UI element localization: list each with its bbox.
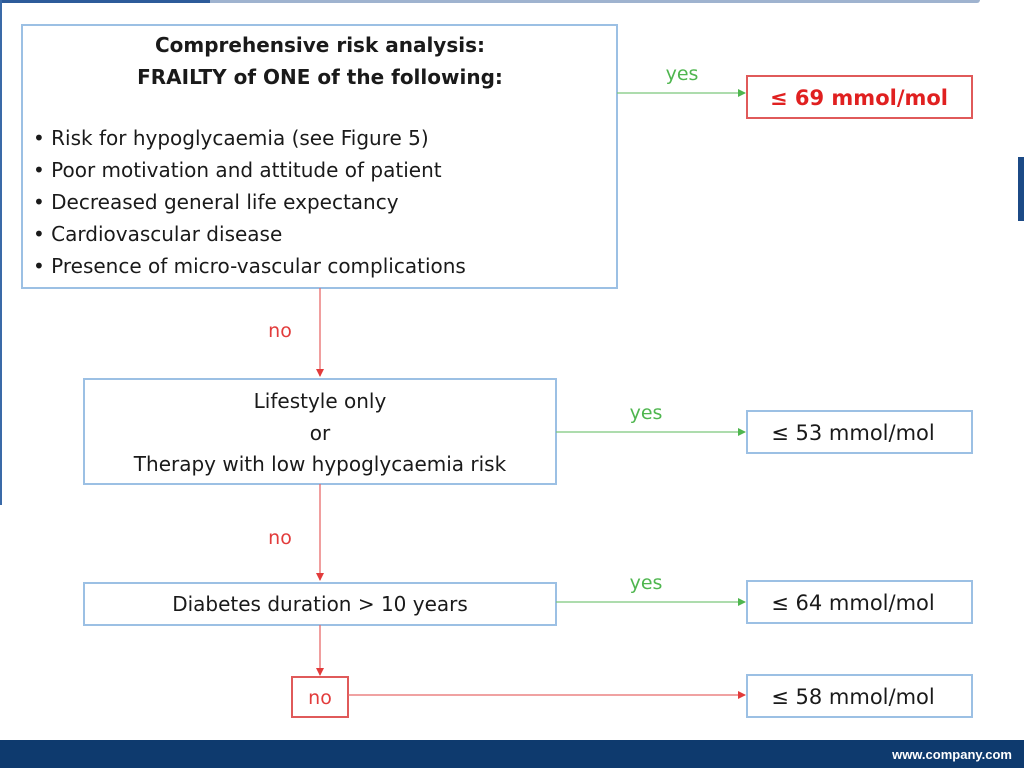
footer-url-link[interactable]: www.company.com xyxy=(892,747,1012,762)
result-box-64 xyxy=(747,581,972,623)
result-58-text: ≤ 58 mmol/mol xyxy=(771,685,935,709)
lifestyle-line1: Lifestyle only xyxy=(253,389,387,413)
yes-label-1: yes xyxy=(665,63,699,85)
risk-analysis-box xyxy=(22,25,617,288)
no-label-2: no xyxy=(268,527,292,549)
result-69-text: ≤ 69 mmol/mol xyxy=(769,86,949,110)
diabetes-duration-box xyxy=(84,583,556,625)
result-64-text: ≤ 64 mmol/mol xyxy=(771,591,935,615)
lifestyle-box xyxy=(84,379,556,484)
result-box-58 xyxy=(747,675,972,717)
yes-label-2: yes xyxy=(629,402,663,424)
risk-item-cardiovascular: • Cardiovascular disease xyxy=(33,222,283,246)
result-box-69 xyxy=(747,76,972,118)
lifestyle-line2: or xyxy=(309,421,331,445)
risk-analysis-title-line1: Comprehensive risk analysis: xyxy=(154,33,486,57)
result-box-53 xyxy=(747,411,972,453)
yes-label-3: yes xyxy=(629,572,663,594)
diabetes-duration-text: Diabetes duration > 10 years xyxy=(172,592,468,616)
lifestyle-line3: Therapy with low hypoglycaemia risk xyxy=(133,452,507,476)
no-decision-box xyxy=(292,677,348,717)
no-label-1: no xyxy=(268,320,292,342)
risk-item-microvascular: • Presence of micro-vascular complications xyxy=(33,254,466,278)
risk-item-motivation: • Poor motivation and attitude of patient xyxy=(33,158,442,182)
no-decision-text: no xyxy=(308,687,332,709)
risk-item-life-expectancy: • Decreased general life expectancy xyxy=(33,190,399,214)
result-53-text: ≤ 53 mmol/mol xyxy=(771,421,935,445)
risk-analysis-title-line2: FRAILTY of ONE of the following: xyxy=(137,65,503,89)
risk-item-hypoglycaemia: • Risk for hypoglycaemia (see Figure 5) xyxy=(33,126,429,150)
footer-bar xyxy=(0,740,1024,768)
